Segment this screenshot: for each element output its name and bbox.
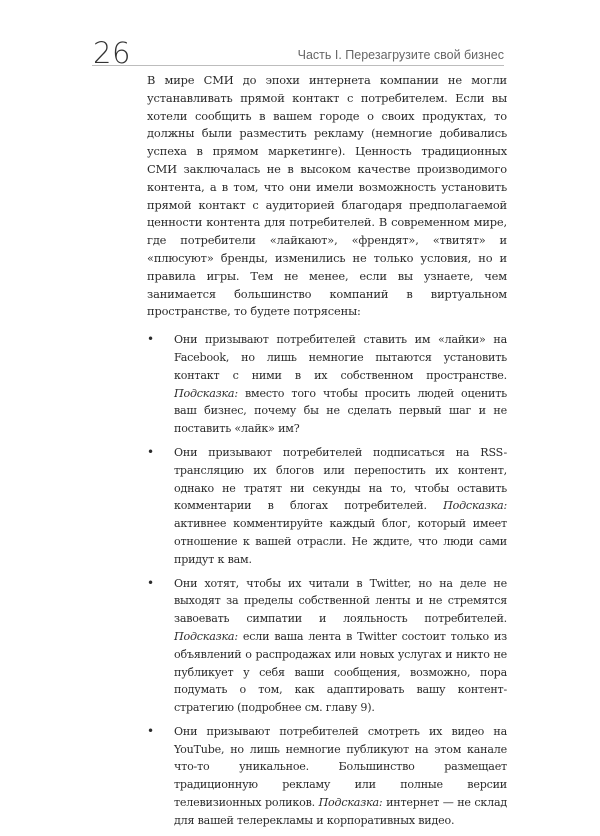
list-item	[147, 444, 507, 569]
running-head: Часть I. Перезагрузите свой бизнес	[297, 48, 504, 62]
hint-text: вместо того чтобы просить людей оценить ваш бизнес, почему бы не сделать первый шаг и не поставить «лайк» им?	[174, 386, 507, 436]
hint-label: Подсказка:	[174, 629, 238, 643]
hint-text: если ваша лента в Twitter состоит только из объявлений о распродажах или новых услугах и никто не публикует у себя ваши сообщения, возможно, пора подумать о том, как адаптировать вашу контент-стратегию (подробнее см. главу 9).	[174, 629, 508, 715]
bullet-text: Они призывают потребителей смотреть их видео на YouTube, но лишь немногие публикуют на этом канале что-то уникальное. Большинство размещает традиционную рекламу или полные версии телевизионных роликов.	[174, 724, 507, 810]
hint-text: активнее комментируйте каждый блог, который имеет отношение к вашей отрасли. Не ждите, что люди сами придут к вам.	[174, 517, 507, 566]
list-item	[147, 575, 507, 717]
intro-paragraph: В мире СМИ до эпохи интернета компании не могли устанавливать прямой контакт с потребителем. Если вы хотели сообщить в вашем городе о своих продуктах, то должны были разместить рекламу (немногие добивались успеха в прямом маркетинге). Ценность традиционных СМИ заключалась не в высоком качестве производимого контента, а в том, что они имели возможность установить прямой контакт с аудиторией благодаря предполагаемой ценности контента для потребителей. В современном мире, где потребители «лайкают», «френдят», «твитят» и «плюсуют» бренды, изменились не только условия, но и правила игры. Тем не менее, если вы узнаете, чем занимается большинство компаний в виртуальном пространстве, то будете потрясены:	[147, 73, 507, 319]
hint-label: Подсказка:	[318, 796, 383, 810]
hint-label: Подсказка:	[443, 499, 508, 513]
header-divider	[92, 65, 504, 66]
bullet-list	[147, 331, 507, 830]
bullet-icon: •	[147, 444, 154, 459]
bullet-text: Они призывают потребителей подписаться на RSS-трансляцию их блогов или перепостить их контент, однако не тратят ни секунды на то, чтобы оставить комментарии в блогах потребителей.	[174, 445, 507, 513]
bullet-icon: •	[147, 332, 154, 347]
bullet-icon: •	[147, 723, 154, 738]
list-item	[147, 331, 507, 438]
body-text	[147, 72, 507, 836]
hint-text: интернет — не склад для вашей телерекламы и корпоративных видео.	[174, 796, 508, 827]
bullet-text: Они хотят, чтобы их читали в Twitter, но на деле не выходят за пределы собственной ленты и не стремятся завоевать симпатии и лояльность потребителей.	[174, 576, 507, 626]
bullet-icon: •	[147, 575, 154, 590]
list-item	[147, 723, 507, 830]
bullet-text: Они призывают потребителей ставить им «лайки» на Facebook, но лишь немногие пытаются установить контакт с ними в их собственном пространстве.	[174, 333, 507, 382]
page-number: 26	[93, 36, 131, 70]
hint-label: Подсказка:	[174, 386, 238, 400]
